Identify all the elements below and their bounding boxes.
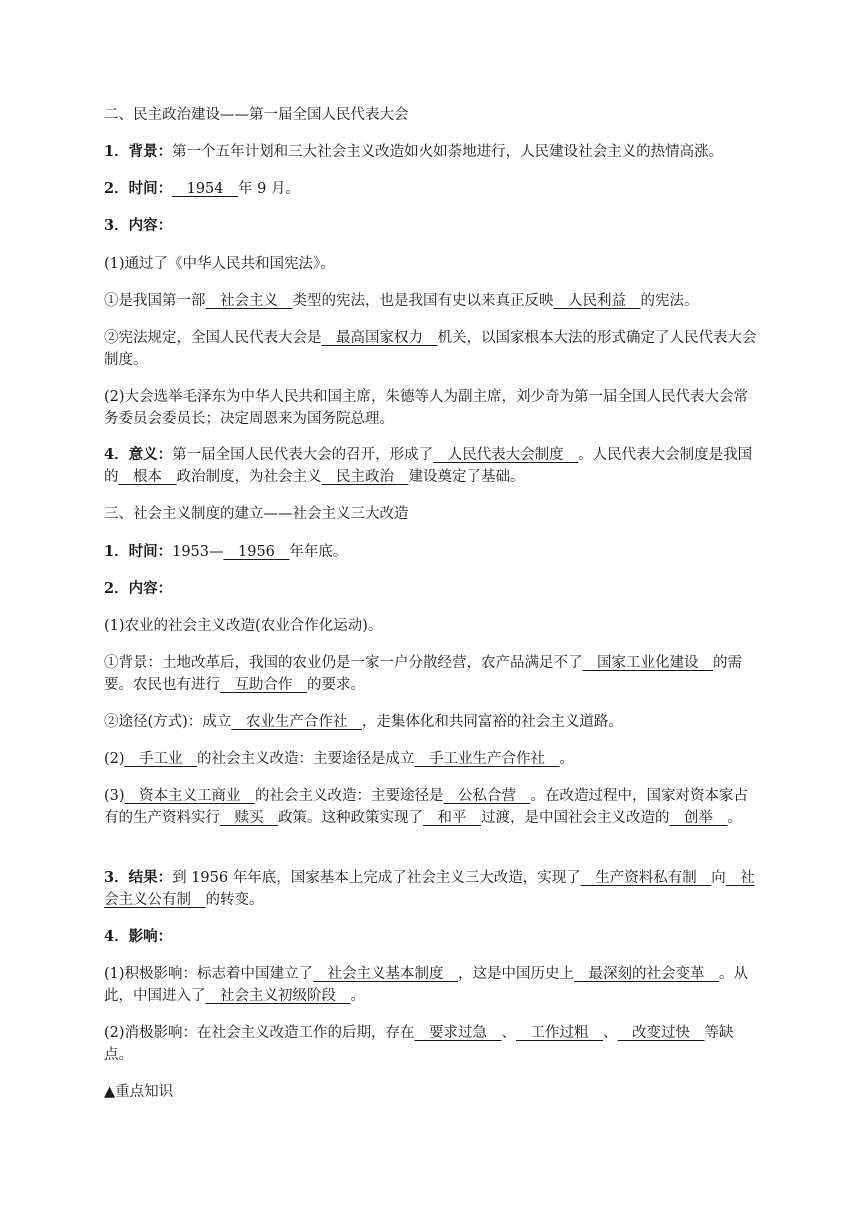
answer-blank: __社会主义公有制__ <box>104 870 755 908</box>
answer-blank: __最高国家权力__ <box>321 330 438 346</box>
influence-item: (2)消极影响：在社会主义改造工作的后期，存在__要求过急__、__工作过粗__、__改变过快__等缺点。 <box>104 1025 734 1063</box>
background-line: 1．背景：第一个五年计划和三大社会主义改造如火如荼地进行，人民建设社会主义的热情高涨。 <box>104 143 724 160</box>
content-item: (2)__手工业__的社会主义改造：主要途径是成立__手工业生产合作社__。 <box>104 751 575 767</box>
content-item: (1)通过了《中华人民共和国宪法》。 <box>104 256 335 272</box>
content-item: (2)大会选举毛泽东为中华人民共和国主席，朱德等人为副主席，刘少奇为第一届全国人民代表大会常务委员会委员长；决定周恩来为国务院总理。 <box>104 389 749 427</box>
answer-blank: __手工业生产合作社__ <box>414 751 560 767</box>
answer-blank: __最深刻的社会变革__ <box>574 966 720 982</box>
answer-blank: __农业生产合作社__ <box>231 714 362 730</box>
time-line: 1．时间：1953—__1956__年年底。 <box>104 543 348 560</box>
result-line: 3．结果：到 1956 年年底，国家基本上完成了社会主义三大改造，实现了__生产资料私有制__向__社会主义公有制__的转变。 <box>104 869 755 908</box>
answer-blank: __要求过急__ <box>414 1025 502 1041</box>
answer-blank: __社会主义初级阶段__ <box>205 988 351 1004</box>
significance-line: 4．意义：第一届全国人民代表大会的召开，形成了__人民代表大会制度__。人民代表大会制度是我国的__根本__政治制度，为社会主义__民主政治__建设奠定了基础。 <box>104 446 753 485</box>
key-points-heading: ▲重点知识 <box>104 1084 174 1100</box>
influence-label: 4．影响： <box>104 928 173 945</box>
answer-blank: __1956__ <box>223 544 290 560</box>
answer-blank: __公私合营__ <box>443 788 531 804</box>
answer-blank: __手工业__ <box>124 751 198 767</box>
content-label: 3．内容： <box>104 217 173 234</box>
answer-blank: __资本主义工商业__ <box>124 788 256 804</box>
content-item: ②途径(方式)：成立__农业生产合作社__，走集体化和共同富裕的社会主义道路。 <box>104 714 623 730</box>
time-line: 2．时间：__1954__年 9 月。 <box>104 180 300 197</box>
answer-blank: __互助合作__ <box>220 677 307 693</box>
answer-blank: __和平__ <box>423 810 481 826</box>
content-item: (3)__资本主义工商业__的社会主义改造：主要途径是__公私合营__。在改造过程中，国家对资本家占有的生产资料实行__赎买__政策。这种政策实现了__和平__过渡，是中国社会主义改造的__创举__。 <box>104 788 749 826</box>
answer-blank: __生产资料私有制__ <box>580 870 712 886</box>
answer-blank: __1954__ <box>172 181 238 197</box>
content-item: (1)农业的社会主义改造(农业合作化运动)。 <box>104 618 383 634</box>
answer-blank: __人民利益__ <box>553 293 641 309</box>
section-heading: 二、民主政治建设——第一届全国人民代表大会 <box>104 107 409 123</box>
answer-blank: __根本__ <box>118 469 177 485</box>
content-item: ②宪法规定，全国人民代表大会是__最高国家权力__机关，以国家根本大法的形式确定了人民代表大会制度。 <box>104 330 757 368</box>
influence-item: (1)积极影响：标志着中国建立了__社会主义基本制度__，这是中国历史上__最深刻的社会变革__。从此，中国进入了__社会主义初级阶段__。 <box>104 966 749 1004</box>
answer-blank: __工作过粗__ <box>516 1025 604 1041</box>
content-item: ①背景：土地改革后，我国的农业仍是一家一户分散经营，农产品满足不了__国家工业化建设__的需要。农民也有进行__互助合作__的要求。 <box>104 655 742 693</box>
content-label: 2．内容： <box>104 580 173 597</box>
answer-blank: __社会主义基本制度__ <box>313 966 459 982</box>
answer-blank: __改变过快__ <box>617 1025 705 1041</box>
answer-blank: __社会主义__ <box>205 293 293 309</box>
content-item: ①是我国第一部__社会主义__类型的宪法，也是我国有史以来真正反映__人民利益__的宪法。 <box>104 293 699 309</box>
answer-blank: __国家工业化建设__ <box>582 655 713 671</box>
answer-blank: __赎买__ <box>220 810 278 826</box>
answer-blank: __民主政治__ <box>321 469 409 485</box>
section-heading: 三、社会主义制度的建立——社会主义三大改造 <box>104 506 409 522</box>
answer-blank: __人民代表大会制度__ <box>433 447 579 463</box>
answer-blank: __创举__ <box>669 810 728 826</box>
